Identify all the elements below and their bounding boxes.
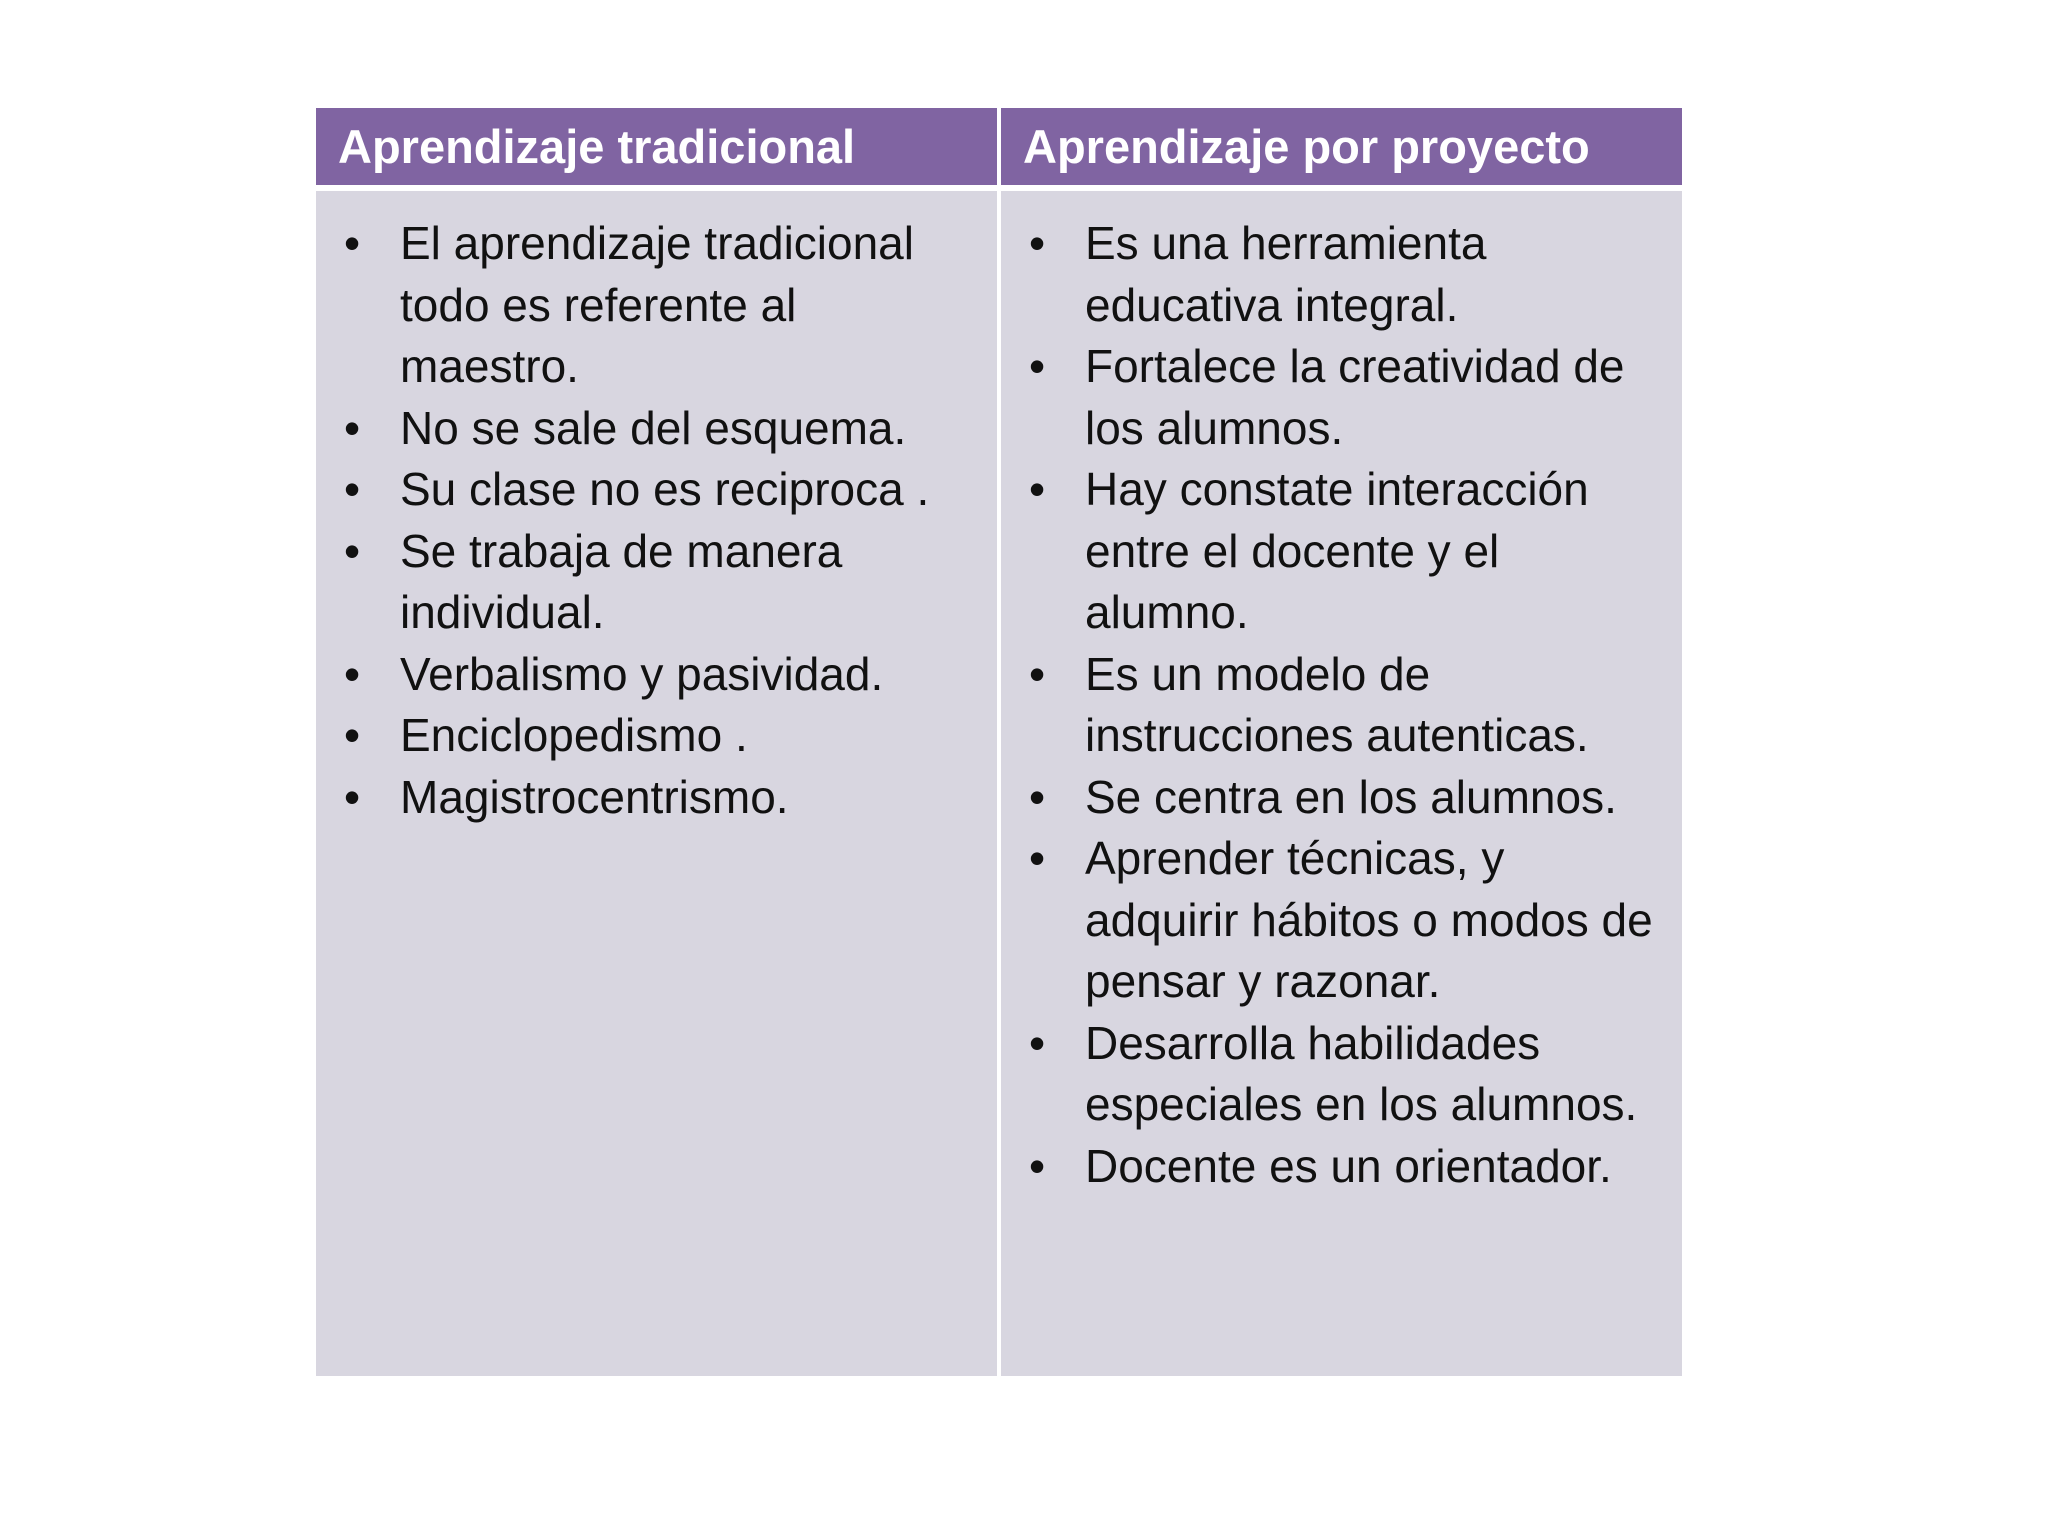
bullet-icon: • (1028, 1016, 1046, 1069)
list-item-text: Hay constate interacción entre el docente y el alumno. (1085, 463, 1589, 638)
list-item-text: Se centra en los alumnos. (1085, 770, 1617, 823)
list-item (1001, 213, 1682, 336)
comparison-table (316, 108, 1682, 1376)
list-item-text: Desarrolla habilidades especiales en los alumnos. (1085, 1016, 1638, 1130)
list-item (1001, 336, 1682, 459)
list-item (1001, 767, 1682, 829)
bullet-icon: • (343, 217, 361, 269)
list-item (316, 644, 997, 706)
list-item-text: Su clase no es reciproca . (400, 463, 930, 515)
list-item (316, 705, 997, 767)
list-item (316, 521, 997, 644)
bullet-list-traditional (316, 213, 997, 828)
bullet-icon: • (1028, 832, 1046, 884)
list-item-text: Docente es un orientador. (1085, 1139, 1612, 1192)
list-item (1001, 459, 1682, 644)
bullet-icon: • (343, 524, 361, 577)
bullet-icon: • (1028, 340, 1046, 392)
bullet-icon: • (1028, 217, 1046, 269)
list-item-text: Es un modelo de instrucciones autenticas. (1085, 647, 1589, 761)
bullet-icon: • (343, 709, 361, 761)
list-item (316, 398, 997, 460)
list-item (316, 767, 997, 829)
list-item (1001, 1013, 1682, 1136)
header-project: Aprendizaje por proyecto (1001, 108, 1682, 185)
bullet-icon: • (343, 463, 361, 515)
list-item-text: Aprender técnicas, y adquirir hábitos o modos de pensar y razonar. (1085, 832, 1653, 1007)
list-item (316, 459, 997, 521)
column-traditional (316, 191, 997, 1376)
list-item-text: Es una herramienta educativa integral. (1085, 217, 1487, 331)
list-item-text: Enciclopedismo . (400, 709, 748, 761)
list-item-text: Se trabaja de manera individual. (400, 524, 843, 638)
list-item (316, 213, 997, 398)
list-item (1001, 1136, 1682, 1198)
list-item-text: Magistrocentrismo. (400, 770, 789, 823)
list-item (1001, 828, 1682, 1013)
list-item-text: No se sale del esquema. (400, 401, 907, 454)
list-item-text: Verbalismo y pasividad. (400, 647, 884, 700)
bullet-icon: • (1028, 770, 1046, 823)
bullet-list-project (1001, 213, 1682, 1197)
bullet-icon: • (1028, 463, 1046, 515)
column-project (1001, 191, 1682, 1376)
bullet-icon: • (1028, 1139, 1046, 1192)
bullet-icon: • (343, 770, 361, 823)
header-traditional: Aprendizaje tradicional (316, 108, 997, 185)
list-item (1001, 644, 1682, 767)
list-item-text: El aprendizaje tradicional todo es referente al maestro. (400, 217, 914, 392)
bullet-icon: • (343, 401, 361, 454)
list-item-text: Fortalece la creatividad de los alumnos. (1085, 340, 1625, 454)
bullet-icon: • (343, 647, 361, 700)
bullet-icon: • (1028, 647, 1046, 700)
